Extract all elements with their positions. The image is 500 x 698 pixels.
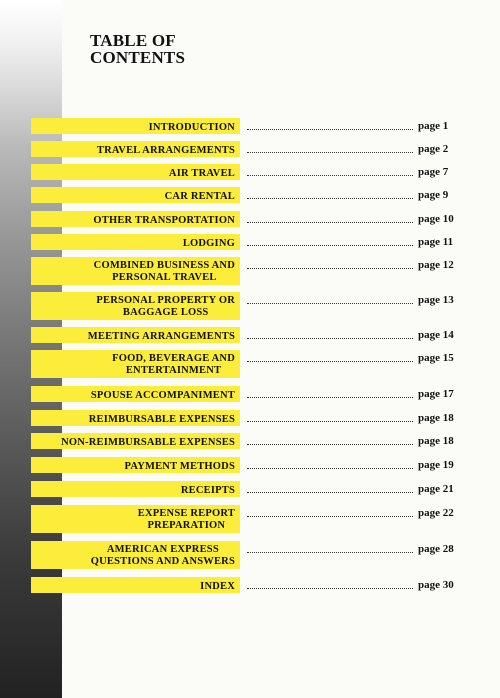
toc-entry-page-number: page 14	[418, 329, 454, 341]
dot-leader	[247, 588, 413, 589]
dot-leader	[247, 175, 413, 176]
dot-leader	[247, 129, 413, 130]
toc-entry-page-number: page 30	[418, 579, 454, 591]
toc-entry-highlight	[31, 410, 240, 426]
dot-leader	[247, 152, 413, 153]
toc-entry-highlight	[31, 327, 240, 343]
toc-entry-page-number: page 1	[418, 120, 449, 132]
dot-leader	[247, 444, 413, 445]
dot-leader	[247, 361, 413, 362]
toc-entry-page-number: page 21	[418, 483, 454, 495]
toc-entry-label: LODGING	[182, 238, 235, 249]
toc-entry-label: INDEX	[200, 581, 235, 592]
toc-entry-page-number: page 2	[418, 143, 449, 155]
toc-entry-highlight	[31, 118, 240, 134]
toc-entry-label: CAR RENTAL	[164, 191, 235, 202]
toc-entry-highlight	[31, 457, 240, 473]
toc-entry-highlight	[31, 350, 240, 378]
toc-entry-label: MEETING ARRANGEMENTS	[87, 331, 235, 342]
dot-leader	[247, 468, 413, 469]
toc-entry-label: SPOUSE ACCOMPANIMENT	[90, 390, 235, 401]
toc-entry-highlight	[31, 164, 240, 180]
toc-entry-label: PERSONAL PROPERTY OR BAGGAGE LOSS	[96, 295, 235, 318]
toc-entry-page-number: page 17	[418, 388, 454, 400]
toc-entry-page-number: page 11	[418, 236, 454, 248]
toc-entry-page-number: page 10	[418, 213, 454, 225]
toc-entry-label: EXPENSE REPORT PREPARATION	[137, 508, 235, 531]
dot-leader	[247, 222, 413, 223]
toc-entry-page-number: page 7	[418, 166, 449, 178]
toc-entry-label: INTRODUCTION	[148, 122, 235, 133]
toc-entry-highlight	[31, 541, 240, 569]
toc-entry-highlight	[31, 257, 240, 285]
toc-entry-page-number: page 13	[418, 294, 454, 306]
toc-entry-label: NON-REIMBURSABLE EXPENSES	[61, 437, 235, 448]
toc-entry-label: AIR TRAVEL	[168, 168, 235, 179]
toc-entry-label: COMBINED BUSINESS AND PERSONAL TRAVEL	[93, 260, 235, 283]
toc-entry-page-number: page 15	[418, 352, 454, 364]
toc-entry-highlight	[31, 234, 240, 250]
toc-entry-label: REIMBURSABLE EXPENSES	[88, 414, 235, 425]
toc-entry-page-number: page 18	[418, 435, 454, 447]
toc-entry-highlight	[31, 211, 240, 227]
toc-entry-label: FOOD, BEVERAGE AND ENTERTAINMENT	[112, 353, 235, 376]
toc-entry-label: OTHER TRANSPORTATION	[93, 215, 235, 226]
toc-entry-page-number: page 28	[418, 543, 454, 555]
toc-entry-highlight	[31, 481, 240, 497]
toc-entry-label: PAYMENT METHODS	[124, 461, 235, 472]
dot-leader	[247, 303, 413, 304]
toc-entry-highlight	[31, 505, 240, 533]
toc-entry-highlight	[31, 187, 240, 203]
toc-entry-label: TRAVEL ARRANGEMENTS	[96, 145, 235, 156]
toc-entry-page-number: page 18	[418, 412, 454, 424]
dot-leader	[247, 421, 413, 422]
dot-leader	[247, 268, 413, 269]
toc-entry-highlight	[31, 141, 240, 157]
toc-entry-page-number: page 22	[418, 507, 454, 519]
dot-leader	[247, 198, 413, 199]
toc-entry-highlight	[31, 292, 240, 320]
toc-entry-highlight	[31, 577, 240, 593]
dot-leader	[247, 516, 413, 517]
toc-entry-highlight	[31, 433, 240, 449]
dot-leader	[247, 552, 413, 553]
dot-leader	[247, 397, 413, 398]
toc-entry-page-number: page 9	[418, 189, 449, 201]
toc-entry-label: RECEIPTS	[180, 485, 235, 496]
page-title: TABLE OF CONTENTS	[90, 31, 186, 67]
toc-entry-label: AMERICAN EXPRESS QUESTIONS AND ANSWERS	[90, 544, 235, 567]
dot-leader	[247, 338, 413, 339]
dot-leader	[247, 492, 413, 493]
toc-entry-page-number: page 19	[418, 459, 454, 471]
dot-leader	[247, 245, 413, 246]
toc-entry-highlight	[31, 386, 240, 402]
toc-entry-page-number: page 12	[418, 259, 454, 271]
